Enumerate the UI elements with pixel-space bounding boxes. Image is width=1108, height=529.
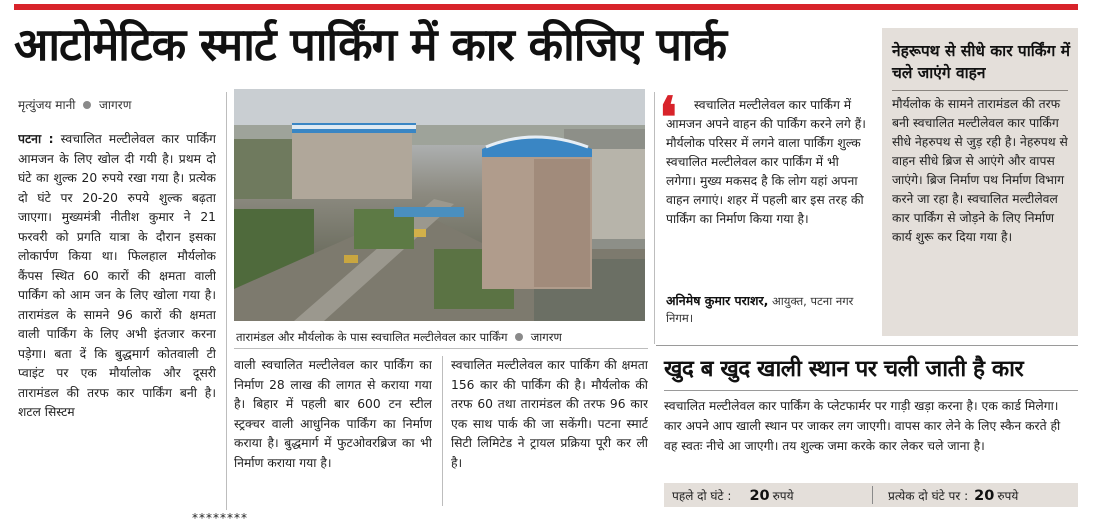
headline: आटोमेटिक स्मार्ट पार्किंग में कार कीजिए पार्क — [14, 18, 727, 71]
fee-unit: रुपये — [997, 489, 1019, 503]
sidebar-divider — [892, 90, 1068, 91]
article-column-2: वाली स्वचालित मल्टीलेवल कार पार्किंग का निर्माण 28 लाख की लागत से कराया गया है। बिहार में पहली बार 600 टन स्टील स्ट्रक्चर वाली आधुनिक पार्किंग का निर्माण कराया है। बुद्धमार्ग में फुटओवरब्रिज का भी निर्माण कराया गया है। — [234, 358, 432, 470]
sidebar-title: नेहरूपथ से सीधे कार पार्किंग में चले जाएंगे वाहन — [892, 42, 1071, 82]
fee-first-two-hours — [672, 487, 794, 504]
column-1-text: स्वचालित मल्टीलेवल कार पार्किंग आमजन के लिए खोल दी गयी है। प्रथम दो घंटे का शुल्क 20 रुपये रखा गया है। प्रत्येक दो घंटे पर 20-20 रुपये शुल्क बढ़ता जाएगा। मुख्यमंत्री नीतीश कुमार ने 21 फरवरी को प्रगति यात्रा के दौरान इसका लोकार्पण किया था। फिलहाल मौर्यलोक कैंपस स्थित 60 कारों की क्षमता वाली पार्किंग को आम जन के लिए खोला गया है। तारामंडल के सामने 96 कारों की क्षमता वाली पार्किंग के लिए अभी इंतजार करना पड़ेगा। बता दें कि बुद्धमार्ग कोतवाली टी प्वाइंट पर एक मौर्यालोक और दूसरी तारामंडल की तरफ कार पार्किंग बनी है। शटल सिस्टम — [18, 132, 216, 419]
end-marker: ******** — [192, 511, 248, 525]
masthead-rule — [14, 4, 1078, 10]
article-column-3: स्वचालित मल्टीलेवल कार पार्किंग की क्षमता 156 कार की पार्किंग की है। मौर्यलोक की तरफ 60 तथा तारामंडल की तरफ 96 कार एक साथ पार्क की जा सकेंगी। पटना स्मार्ट सिटी लिमिटेड ने ट्रायल प्रक्रिया पूरी कर ली है। — [451, 358, 648, 470]
quote-designation: आयुक्त, पटना नगर निगम। — [666, 294, 854, 325]
fee-label: पहले दो घंटे : — [672, 489, 732, 503]
bullet-dot-icon — [83, 101, 91, 109]
article-column-1 — [18, 130, 216, 512]
fee-amount: 20 — [974, 488, 995, 504]
section-divider — [656, 345, 1078, 346]
fee-label: प्रत्येक दो घंटे पर : — [888, 489, 969, 503]
byline-author: मृत्युंजय मानी — [18, 98, 76, 112]
quote-author: अनिमेष कुमार पराशर, — [666, 293, 769, 308]
column-divider — [226, 92, 227, 510]
official-quote: स्वचालित मल्टीलेवल कार पार्किंग में आमजन अपने वाहन की पार्किंग करने लगे हैं। मौर्यलोक परिसर में लगने वाला पार्किंग शुल्क स्वचालित मल्टीलेवल कार पार्किंग में भी लगेगा। मुख्य मकसद है कि लोग यहां अपना वाहन लगाएं। शहर में पहली बार इस तरह की पार्किंग का निर्माण किया गया है। — [666, 98, 866, 226]
sub-story-title: खुद ब खुद खाली स्थान पर चली जाती है कार — [664, 356, 1024, 382]
dateline: पटना : — [18, 132, 54, 146]
bullet-dot-icon — [515, 333, 523, 341]
byline — [18, 96, 131, 113]
fee-amount: 20 — [749, 488, 770, 504]
column-divider — [654, 92, 655, 344]
parking-photo — [234, 89, 645, 321]
sidebar-text: मौर्यलोक के सामने तारामंडल की तरफ बनी स्वचालित मल्टीलेवल कार पार्किंग सीधे नेहरुपथ से जुड़ रही है। नेहरुपथ से वाहन सीधे ब्रिज से आएंगे और वापस जाएंगे। ब्रिज निर्माण पथ निर्माण विभाग करने जा रहा है। स्वचालित मल्टीलेवल कार पार्किंग से जोड़ने के लिए निर्माण कार्य शुरू कर दिया गया है। — [892, 97, 1068, 244]
caption-text: तारामंडल और मौर्यलोक के पास स्वचालित मल्टीलेवल कार पार्किंग — [236, 330, 508, 344]
parking-photo-image — [234, 89, 645, 321]
fee-separator — [872, 486, 873, 504]
caption-source: जागरण — [530, 330, 562, 344]
sub-story-divider — [664, 390, 1078, 391]
photo-caption — [236, 330, 646, 345]
sub-story-text: स्वचालित मल्टीलेवल कार पार्किंग के प्लेटफार्मर पर गाड़ी खड़ा करना है। एक कार्ड मिलेगा। कार अपने आप खाली स्थान पर जाकर लग जाएगी। वापस कार लेने के लिए स्कैन करते ही वह स्वतः नीचे आ जाएगी। तय शुल्क जमा करके कार लेकर चले जाना है। — [664, 399, 1061, 453]
byline-paper: जागरण — [99, 98, 132, 112]
caption-divider — [234, 348, 648, 349]
fee-each-two-hours — [888, 487, 1018, 504]
quote-attribution — [666, 292, 866, 327]
column-divider — [442, 356, 443, 506]
quote-mark-icon: ❛ — [659, 85, 678, 151]
fee-unit: रुपये — [772, 489, 794, 503]
